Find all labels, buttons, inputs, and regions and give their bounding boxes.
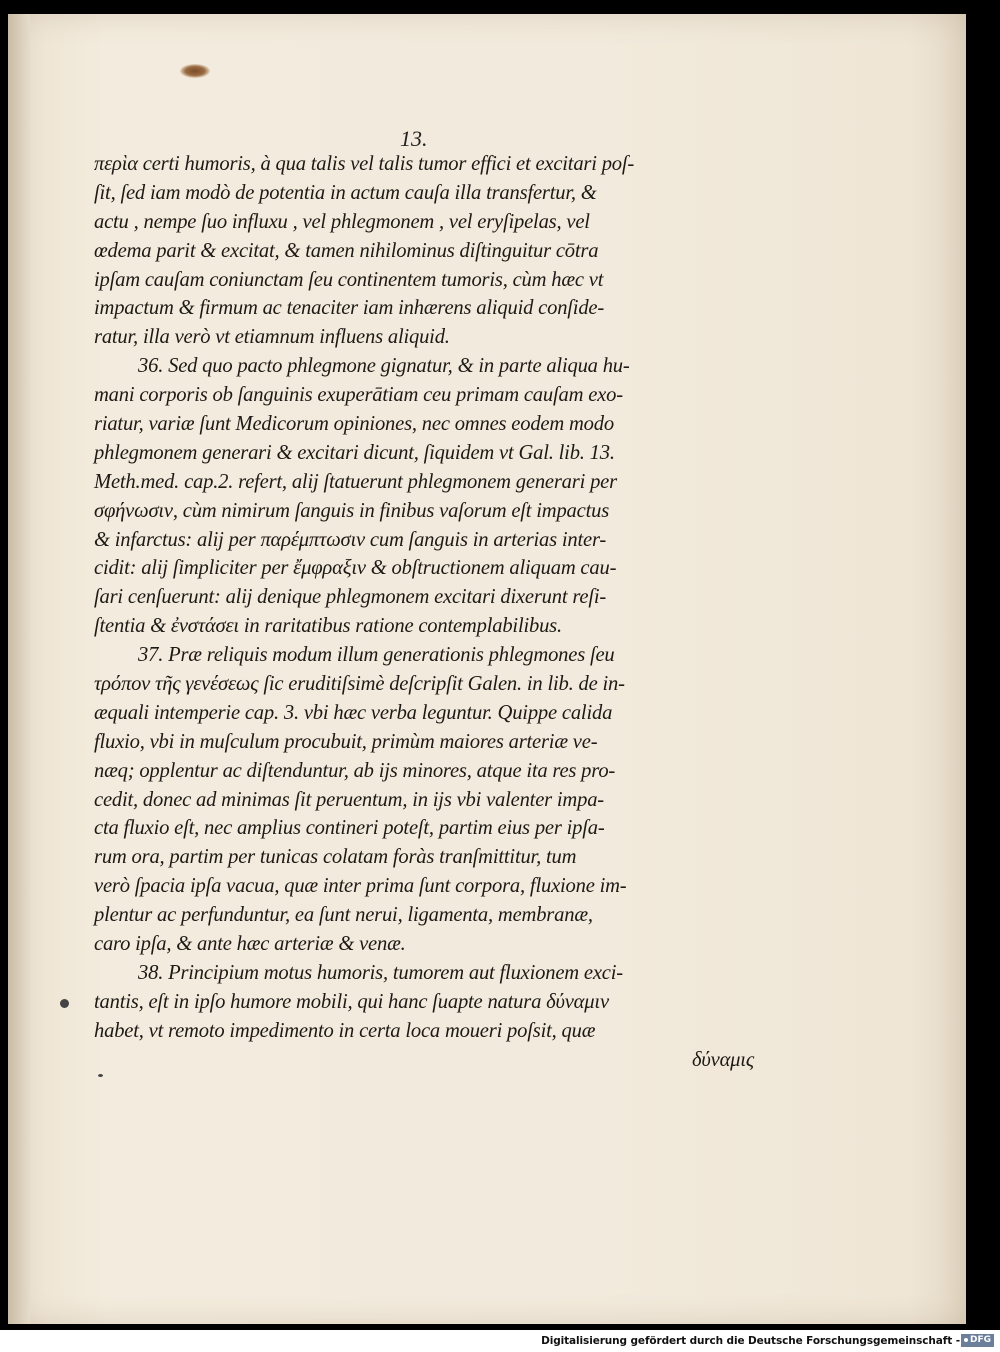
page-stain (180, 64, 210, 78)
text-line: τρόπον τῆς γενέσεως ſic eruditiſsimè deſcripſit Galen. in lib. de in- (94, 673, 625, 696)
text-line: riatur, variæ ſunt Medicorum opiniones, nec omnes eodem modo (94, 413, 614, 436)
text-line: fluxio, vbi in muſculum procubuit, primùm maiores arteriæ ve- (94, 730, 598, 753)
text-line: œdema parit & excitat, & tamen nihilominus diſtinguitur cōtra (94, 239, 599, 262)
text-line: & infarctus: alij per παρέμπτωσιν cum ſanguis in arterias inter- (94, 528, 607, 551)
text-line: phlegmonem generari & excitari dicunt, ſiquidem vt Gal. lib. 13. (94, 441, 615, 464)
text-line: 37. Præ reliquis modum illum generationis phlegmones ſeu (138, 644, 615, 667)
text-line: verò ſpacia ipſa vacua, quæ inter prima ſunt corpora, fluxione im- (94, 875, 627, 898)
book-page (8, 14, 966, 1324)
dfg-logo-icon (961, 1334, 994, 1347)
text-line: næq; opplentur ac diſtenduntur, ab ijs minores, atque ita res pro- (94, 759, 616, 782)
text-line: caro ipſa, & ante hæc arteriæ & venæ. (94, 933, 406, 956)
body-text (94, 150, 754, 1075)
text-line: habet, vt remoto impedimento in certa loca moueri poſsit, quæ (94, 1019, 596, 1042)
text-line: ipſam cauſam coniunctam ſeu continentem tumoris, cùm hæc vt (94, 268, 604, 291)
text-line: actu , nempe ſuo influxu , vel phlegmonem , vel eryſipelas, vel (94, 210, 590, 233)
text-line: cedit, donec ad minimas ſit peruentum, in ijs vbi valenter impa- (94, 788, 604, 811)
footer-bar (0, 1330, 1000, 1352)
text-line: 36. Sed quo pacto phlegmone gignatur, & in parte aliqua hu- (138, 355, 630, 378)
ink-speck (60, 999, 69, 1008)
text-line: περὶα certi humoris, à qua talis vel talis tumor effici et excitari poſ- (94, 153, 635, 175)
funding-notice: Digitalisierung gefördert durch die Deutsche Forschungsgemeinschaft - (541, 1335, 960, 1347)
text-line: cta fluxio eſt, nec amplius contineri poteſt, partim eius per ipſa- (94, 817, 605, 840)
text-line: plentur ac perfunduntur, ea ſunt nerui, ligamenta, membranæ, (94, 904, 593, 927)
text-line: ſtentia & ἐνστάσει in raritatibus ratione contemplabilibus. (94, 615, 562, 638)
page-number: 13. (400, 126, 428, 151)
text-line: tantis, eſt in ipſo humore mobili, qui hanc ſuapte natura δύναμιν (94, 990, 609, 1013)
text-line: Meth.med. cap.2. refert, alij ſtatuerunt phlegmonem generari per (94, 470, 617, 493)
text-line: σφήνωσιν, cùm nimirum ſanguis in finibus vaſorum eſt impactus (94, 499, 610, 522)
catchword: δύναμις (692, 1048, 754, 1071)
page-spine (8, 14, 30, 1324)
text-line: ſari cenſuerunt: alij denique phlegmonem excitari dixerunt reſi- (94, 586, 607, 609)
text-line: ratur, illa verò vt etiamnum influens aliquid. (94, 326, 450, 349)
text-line: impactum & firmum ac tenaciter iam inhærens aliquid conſide- (94, 297, 605, 320)
text-line: 38. Principium motus humoris, tumorem aut fluxionem exci- (138, 961, 623, 984)
text-line: mani corporis ob ſanguinis exuperātiam ceu primam cauſam exo- (94, 384, 623, 407)
text-line: æquali intemperie cap. 3. vbi hæc verba leguntur. Quippe calida (94, 701, 613, 724)
text-line: rum ora, partim per tunicas colatam foràs tranſmittitur, tum (94, 846, 577, 869)
dfg-logo-label: DFG (969, 1335, 991, 1345)
text-line: ſit, ſed iam modò de potentia in actum cauſa illa transfertur, & (94, 181, 597, 204)
text-line: cidit: alij ſimpliciter per ἔμφραξιν & obſtructionem aliquam cau- (94, 557, 617, 580)
